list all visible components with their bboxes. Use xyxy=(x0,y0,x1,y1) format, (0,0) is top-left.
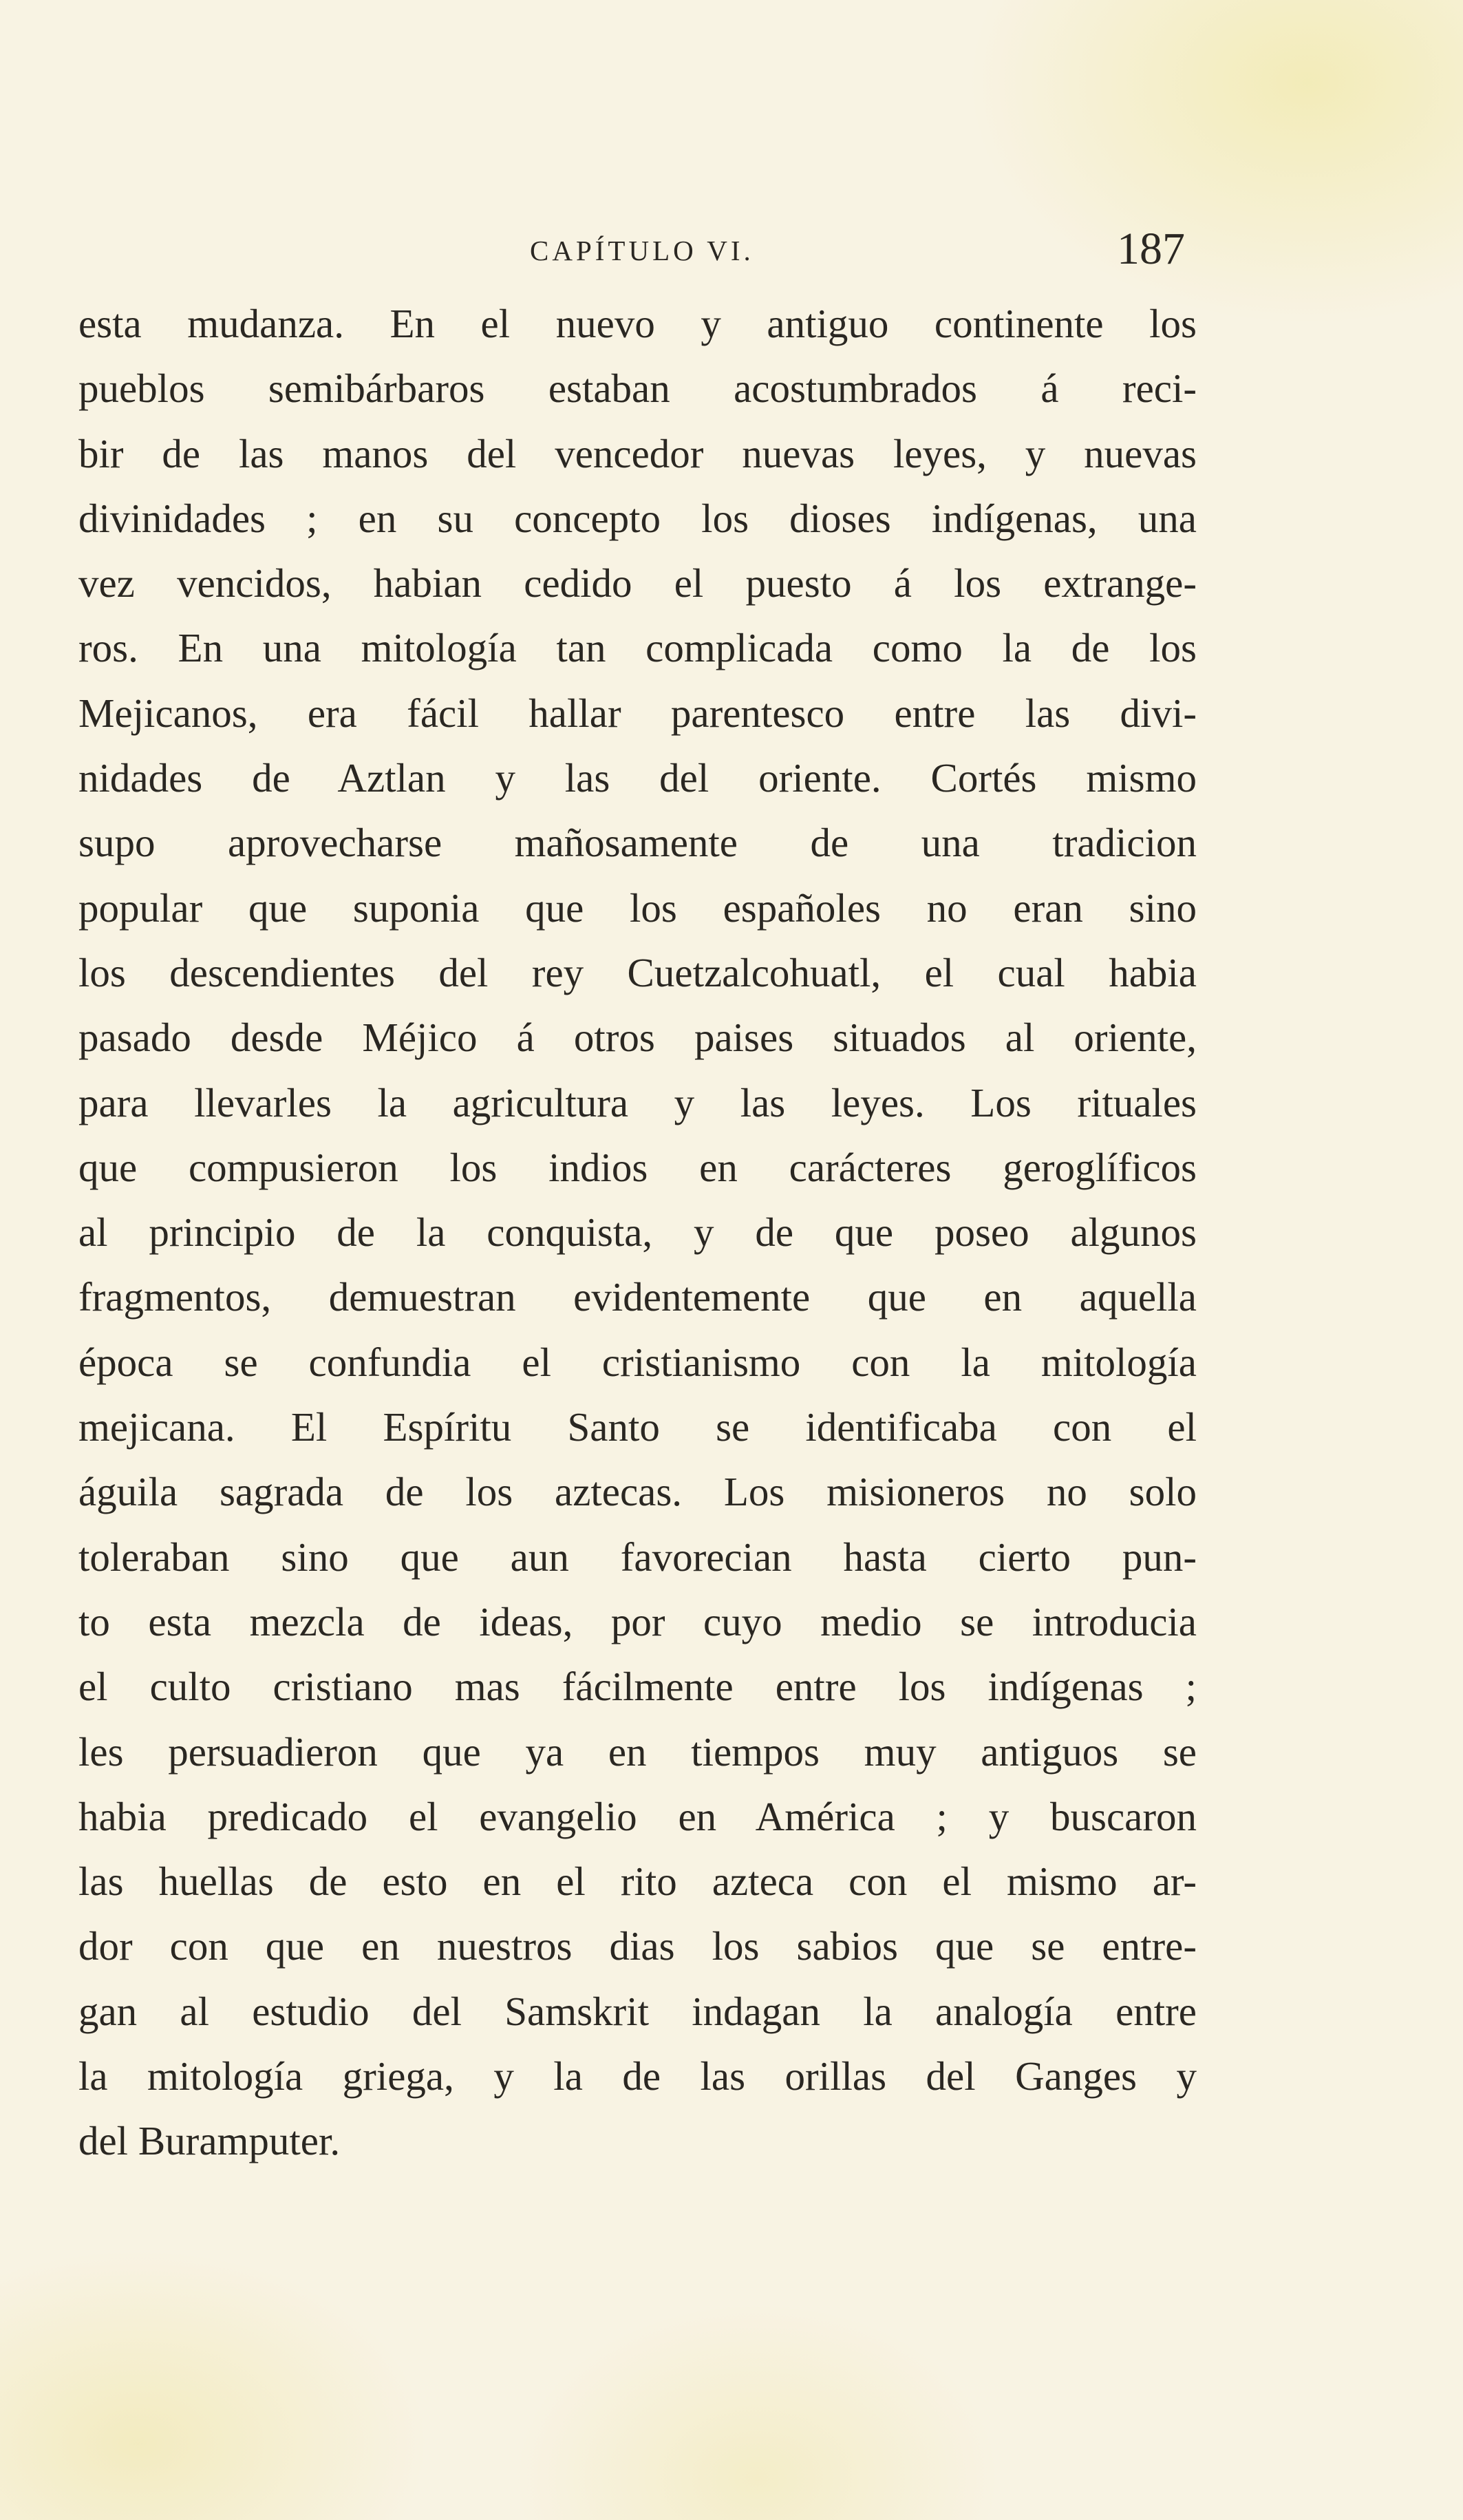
text-line: fragmentos, demuestran evidentemente que en aquella xyxy=(78,1274,1197,1320)
text-line: ros. En una mitología tan complicada como la de los xyxy=(78,625,1197,671)
text-line: pasado desde Méjico á otros paises situados al oriente, xyxy=(78,1015,1197,1061)
text-line: toleraban sino que aun favorecian hasta cierto pun- xyxy=(78,1534,1197,1580)
text-line: la mitología griega, y la de las orillas del Ganges y xyxy=(78,2053,1197,2099)
text-line: supo aprovecharse mañosamente de una tradicion xyxy=(78,820,1197,866)
chapter-title: CAPÍTULO VI. xyxy=(530,235,754,266)
body-text xyxy=(78,291,1197,2174)
text-line: las huellas de esto en el rito azteca con el mismo ar- xyxy=(78,1859,1197,1905)
text-line: mejicana. El Espíritu Santo se identificaba con el xyxy=(78,1404,1197,1450)
text-line: nidades de Aztlan y las del oriente. Cortés mismo xyxy=(78,755,1197,801)
running-head xyxy=(0,226,1463,281)
text-line: les persuadieron que ya en tiempos muy antiguos se xyxy=(78,1728,1197,1775)
text-line: que compusieron los indios en carácteres geroglíficos xyxy=(78,1144,1197,1190)
text-line: al principio de la conquista, y de que poseo algunos xyxy=(78,1209,1197,1256)
text-line: vez vencidos, habian cedido el puesto á los extrange- xyxy=(78,560,1197,606)
text-line: época se confundia el cristianismo con la mitología xyxy=(78,1339,1197,1385)
text-line: del Buramputer. xyxy=(78,2118,341,2164)
page-number: 187 xyxy=(1117,224,1185,274)
text-line: popular que suponia que los españoles no eran sino xyxy=(78,885,1197,931)
text-line: los descendientes del rey Cuetzalcohuatl, el cual habia xyxy=(78,949,1197,995)
text-line: bir de las manos del vencedor nuevas leyes, y nuevas xyxy=(78,430,1197,476)
text-line: gan al estudio del Samskrit indagan la analogía entre xyxy=(78,1988,1197,2034)
text-line: to esta mezcla de ideas, por cuyo medio se introducia xyxy=(78,1598,1197,1644)
text-line: pueblos semibárbaros estaban acostumbrados á reci- xyxy=(78,366,1197,412)
text-line: el culto cristiano mas fácilmente entre los indígenas ; xyxy=(78,1664,1197,1710)
text-line: dor con que en nuestros dias los sabios que se entre- xyxy=(78,1923,1197,1969)
text-line: divinidades ; en su concepto los dioses indígenas, una xyxy=(78,495,1197,541)
text-line: para llevarles la agricultura y las leyes. Los rituales xyxy=(78,1079,1197,1125)
text-line: Mejicanos, era fácil hallar parentesco entre las divi- xyxy=(78,690,1197,736)
text-line: águila sagrada de los aztecas. Los misioneros no solo xyxy=(78,1469,1197,1515)
text-line: esta mudanza. En el nuevo y antiguo continente los xyxy=(78,301,1197,346)
text-line: habia predicado el evangelio en América ; y buscaron xyxy=(78,1793,1197,1839)
